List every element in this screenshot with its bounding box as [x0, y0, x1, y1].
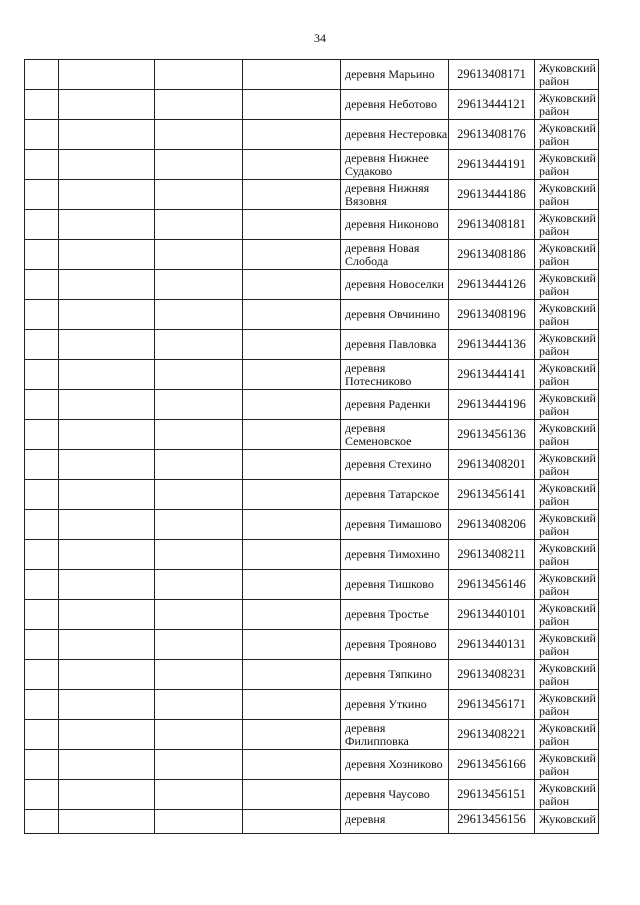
empty-cell — [243, 630, 341, 660]
empty-cell — [243, 660, 341, 690]
district-cell: Жуковский район — [535, 90, 599, 120]
empty-cell — [59, 600, 155, 630]
empty-cell — [155, 150, 243, 180]
oktmo-code-cell: 29613440101 — [449, 600, 535, 630]
table-row — [25, 120, 599, 150]
district-cell: Жуковский район — [535, 180, 599, 210]
oktmo-code-cell: 29613408181 — [449, 210, 535, 240]
table-row — [25, 780, 599, 810]
oktmo-code-cell: 29613456151 — [449, 780, 535, 810]
empty-cell — [59, 810, 155, 834]
district-cell: Жуковский район — [535, 390, 599, 420]
district-cell: Жуковский район — [535, 450, 599, 480]
oktmo-code-cell: 29613408201 — [449, 450, 535, 480]
empty-cell — [155, 720, 243, 750]
empty-cell — [243, 720, 341, 750]
table-row — [25, 300, 599, 330]
empty-cell — [155, 750, 243, 780]
empty-cell — [59, 240, 155, 270]
district-cell: Жуковский район — [535, 120, 599, 150]
empty-cell — [59, 330, 155, 360]
empty-cell — [243, 240, 341, 270]
oktmo-code-cell: 29613456156 — [449, 810, 535, 834]
empty-cell — [25, 90, 59, 120]
table-row — [25, 60, 599, 90]
empty-cell — [155, 60, 243, 90]
district-cell: Жуковский район — [535, 300, 599, 330]
empty-cell — [25, 390, 59, 420]
empty-cell — [25, 210, 59, 240]
table-row — [25, 360, 599, 390]
settlement-name-cell: деревня Нижнее Судаково — [341, 150, 449, 180]
empty-cell — [243, 540, 341, 570]
empty-cell — [155, 420, 243, 450]
empty-cell — [25, 450, 59, 480]
empty-cell — [243, 690, 341, 720]
empty-cell — [243, 810, 341, 834]
empty-cell — [243, 570, 341, 600]
empty-cell — [155, 780, 243, 810]
empty-cell — [243, 750, 341, 780]
empty-cell — [243, 450, 341, 480]
table-row — [25, 750, 599, 780]
table-row — [25, 690, 599, 720]
empty-cell — [243, 780, 341, 810]
empty-cell — [25, 540, 59, 570]
settlement-name-cell: деревня Нижняя Вязовня — [341, 180, 449, 210]
empty-cell — [155, 360, 243, 390]
settlement-name-cell: деревня Уткино — [341, 690, 449, 720]
oktmo-code-cell: 29613408211 — [449, 540, 535, 570]
empty-cell — [59, 720, 155, 750]
settlement-name-cell: деревня Раденки — [341, 390, 449, 420]
table-row — [25, 570, 599, 600]
district-cell: Жуковский район — [535, 750, 599, 780]
table-row — [25, 630, 599, 660]
empty-cell — [155, 270, 243, 300]
oktmo-code-cell: 29613408176 — [449, 120, 535, 150]
oktmo-code-cell: 29613444136 — [449, 330, 535, 360]
empty-cell — [243, 270, 341, 300]
empty-cell — [25, 360, 59, 390]
settlement-name-cell: деревня Тишково — [341, 570, 449, 600]
district-cell: Жуковский район — [535, 480, 599, 510]
district-cell: Жуковский район — [535, 660, 599, 690]
empty-cell — [25, 60, 59, 90]
settlement-name-cell: деревня — [341, 810, 449, 834]
district-cell: Жуковский район — [535, 780, 599, 810]
empty-cell — [59, 120, 155, 150]
empty-cell — [243, 600, 341, 630]
empty-cell — [25, 420, 59, 450]
empty-cell — [243, 90, 341, 120]
settlement-name-cell: деревня Стехино — [341, 450, 449, 480]
empty-cell — [59, 450, 155, 480]
empty-cell — [59, 270, 155, 300]
settlement-name-cell: деревня Нестеровка — [341, 120, 449, 150]
empty-cell — [25, 690, 59, 720]
empty-cell — [59, 660, 155, 690]
empty-cell — [243, 510, 341, 540]
empty-cell — [25, 600, 59, 630]
empty-cell — [243, 390, 341, 420]
empty-cell — [155, 690, 243, 720]
oktmo-code-cell: 29613408206 — [449, 510, 535, 540]
empty-cell — [243, 210, 341, 240]
page-number: 34 — [314, 31, 326, 45]
empty-cell — [59, 510, 155, 540]
oktmo-code-cell: 29613456171 — [449, 690, 535, 720]
empty-cell — [25, 480, 59, 510]
table-row — [25, 330, 599, 360]
settlement-name-cell: деревня Потесниково — [341, 360, 449, 390]
settlement-name-cell: деревня Марьино — [341, 60, 449, 90]
empty-cell — [59, 420, 155, 450]
empty-cell — [243, 120, 341, 150]
empty-cell — [155, 210, 243, 240]
table-row — [25, 480, 599, 510]
oktmo-code-cell: 29613456141 — [449, 480, 535, 510]
empty-cell — [25, 660, 59, 690]
district-cell: Жуковский район — [535, 540, 599, 570]
empty-cell — [59, 540, 155, 570]
table-row — [25, 450, 599, 480]
empty-cell — [155, 90, 243, 120]
settlement-name-cell: деревня Неботово — [341, 90, 449, 120]
table-row — [25, 270, 599, 300]
empty-cell — [25, 240, 59, 270]
empty-cell — [25, 510, 59, 540]
empty-cell — [25, 150, 59, 180]
empty-cell — [59, 300, 155, 330]
district-cell: Жуковский район — [535, 150, 599, 180]
table-row — [25, 510, 599, 540]
empty-cell — [155, 810, 243, 834]
empty-cell — [155, 450, 243, 480]
empty-cell — [243, 180, 341, 210]
empty-cell — [59, 570, 155, 600]
district-cell: Жуковский — [535, 810, 599, 834]
empty-cell — [25, 570, 59, 600]
oktmo-code-cell: 29613444121 — [449, 90, 535, 120]
empty-cell — [155, 510, 243, 540]
empty-cell — [243, 420, 341, 450]
district-cell: Жуковский район — [535, 240, 599, 270]
settlement-name-cell: деревня Тимохино — [341, 540, 449, 570]
district-cell: Жуковский район — [535, 690, 599, 720]
settlement-name-cell: деревня Семеновское — [341, 420, 449, 450]
empty-cell — [155, 660, 243, 690]
empty-cell — [243, 360, 341, 390]
empty-cell — [155, 330, 243, 360]
oktmo-code-cell: 29613444126 — [449, 270, 535, 300]
settlement-name-cell: деревня Новоселки — [341, 270, 449, 300]
empty-cell — [59, 480, 155, 510]
empty-cell — [155, 630, 243, 660]
empty-cell — [155, 480, 243, 510]
oktmo-code-cell: 29613444141 — [449, 360, 535, 390]
empty-cell — [59, 750, 155, 780]
table-row — [25, 150, 599, 180]
table-row — [25, 90, 599, 120]
oktmo-code-cell: 29613456136 — [449, 420, 535, 450]
empty-cell — [155, 120, 243, 150]
empty-cell — [25, 630, 59, 660]
empty-cell — [243, 330, 341, 360]
district-cell: Жуковский район — [535, 510, 599, 540]
table-row — [25, 180, 599, 210]
empty-cell — [59, 60, 155, 90]
oktmo-code-cell: 29613408221 — [449, 720, 535, 750]
empty-cell — [59, 90, 155, 120]
empty-cell — [155, 240, 243, 270]
table-row — [25, 390, 599, 420]
empty-cell — [59, 210, 155, 240]
table-body — [25, 60, 599, 834]
settlement-name-cell: деревня Татарское — [341, 480, 449, 510]
settlement-name-cell: деревня Тимашово — [341, 510, 449, 540]
oktmo-code-cell: 29613440131 — [449, 630, 535, 660]
settlement-table — [24, 59, 599, 834]
oktmo-code-cell: 29613456146 — [449, 570, 535, 600]
empty-cell — [25, 720, 59, 750]
empty-cell — [59, 360, 155, 390]
table-row — [25, 540, 599, 570]
empty-cell — [155, 390, 243, 420]
empty-cell — [155, 600, 243, 630]
district-cell: Жуковский район — [535, 360, 599, 390]
district-cell: Жуковский район — [535, 720, 599, 750]
empty-cell — [155, 540, 243, 570]
district-cell: Жуковский район — [535, 210, 599, 240]
table-row — [25, 720, 599, 750]
oktmo-code-cell: 29613408231 — [449, 660, 535, 690]
empty-cell — [25, 270, 59, 300]
settlement-name-cell: деревня Хозниково — [341, 750, 449, 780]
table-row — [25, 600, 599, 630]
settlement-name-cell: деревня Трояново — [341, 630, 449, 660]
empty-cell — [243, 300, 341, 330]
empty-cell — [59, 390, 155, 420]
empty-cell — [25, 810, 59, 834]
oktmo-code-cell: 29613444186 — [449, 180, 535, 210]
table-row — [25, 660, 599, 690]
district-cell: Жуковский район — [535, 630, 599, 660]
district-cell: Жуковский район — [535, 420, 599, 450]
table-row — [25, 240, 599, 270]
settlement-name-cell: деревня Чаусово — [341, 780, 449, 810]
settlement-name-cell: деревня Никоново — [341, 210, 449, 240]
empty-cell — [243, 150, 341, 180]
empty-cell — [25, 180, 59, 210]
oktmo-code-cell: 29613444196 — [449, 390, 535, 420]
table-row — [25, 210, 599, 240]
empty-cell — [155, 300, 243, 330]
empty-cell — [25, 120, 59, 150]
empty-cell — [59, 780, 155, 810]
empty-cell — [155, 570, 243, 600]
settlement-name-cell: деревня Овчинино — [341, 300, 449, 330]
empty-cell — [25, 750, 59, 780]
table-row — [25, 420, 599, 450]
oktmo-code-cell: 29613408186 — [449, 240, 535, 270]
oktmo-code-cell: 29613408196 — [449, 300, 535, 330]
empty-cell — [59, 150, 155, 180]
district-cell: Жуковский район — [535, 330, 599, 360]
oktmo-code-cell: 29613456166 — [449, 750, 535, 780]
empty-cell — [59, 690, 155, 720]
empty-cell — [25, 300, 59, 330]
settlement-name-cell: деревня Новая Слобода — [341, 240, 449, 270]
district-cell: Жуковский район — [535, 570, 599, 600]
oktmo-code-cell: 29613444191 — [449, 150, 535, 180]
district-cell: Жуковский район — [535, 600, 599, 630]
empty-cell — [59, 630, 155, 660]
settlement-name-cell: деревня Филипповка — [341, 720, 449, 750]
settlement-name-cell: деревня Павловка — [341, 330, 449, 360]
empty-cell — [243, 60, 341, 90]
empty-cell — [59, 180, 155, 210]
empty-cell — [155, 180, 243, 210]
district-cell: Жуковский район — [535, 60, 599, 90]
empty-cell — [25, 780, 59, 810]
empty-cell — [243, 480, 341, 510]
settlement-name-cell: деревня Тростье — [341, 600, 449, 630]
table-row — [25, 810, 599, 834]
empty-cell — [25, 330, 59, 360]
settlement-name-cell: деревня Тяпкино — [341, 660, 449, 690]
oktmo-code-cell: 29613408171 — [449, 60, 535, 90]
district-cell: Жуковский район — [535, 270, 599, 300]
